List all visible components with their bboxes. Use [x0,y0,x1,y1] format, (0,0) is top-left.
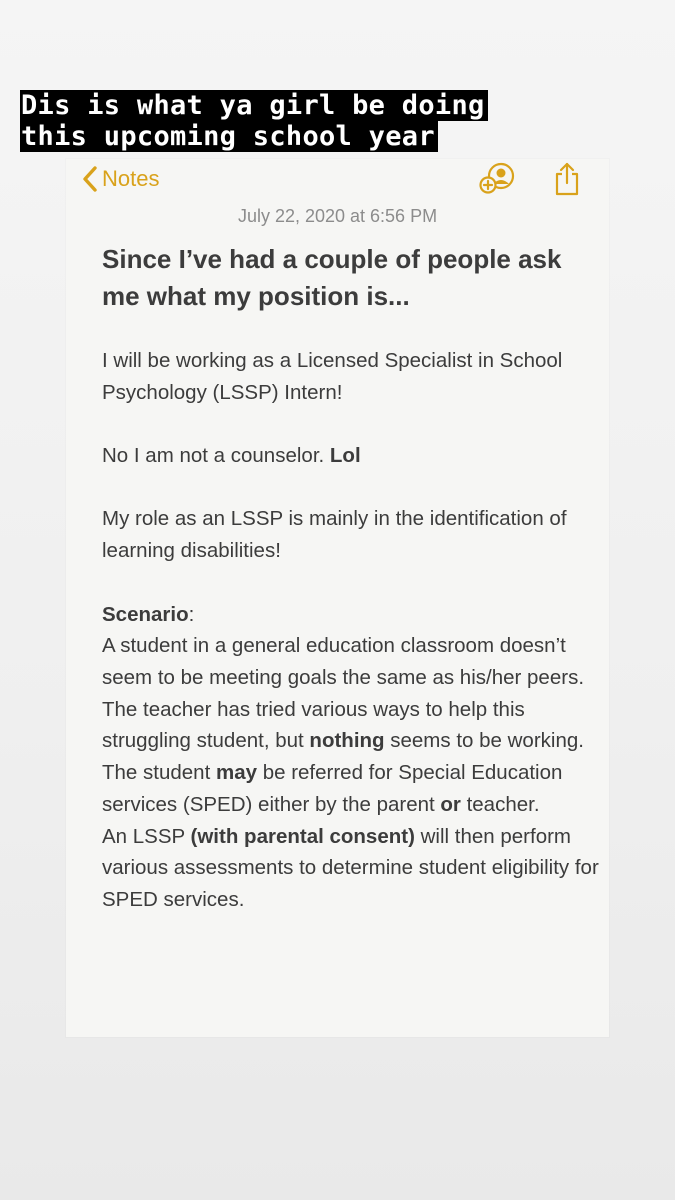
chevron-left-icon [82,165,98,193]
paragraph-not-counselor [102,440,602,472]
not-counselor-text: No I am not a counselor. [102,444,330,468]
s4-bold: (with parental consent) [190,824,415,848]
caption-line-2: this upcoming school year [20,121,438,152]
s2-part-b: seems to be working. [384,729,584,753]
scenario-sentence-3 [102,757,602,820]
scenario-sentence-4 [102,821,602,916]
story-caption [20,90,620,152]
back-label: Notes [102,166,160,191]
caption-line-1: Dis is what ya girl be doing [20,90,488,121]
s2-part-a: The teacher has tried various ways to help this struggling student, but [102,697,525,753]
scenario-colon: : [188,602,195,626]
note-title: Since I’ve had a couple of people ask me what my position is... [102,244,562,311]
s4-part-b: will then perform various assessments to determine student eligibility for SPED services. [102,824,599,911]
back-to-notes-button[interactable] [82,164,159,194]
s3-part-b: be referred for Special Education services (SPED) either by the parent [102,761,563,816]
note-body[interactable] [102,345,602,916]
note-date: July 22, 2020 at 6:56 PM [237,206,438,226]
scenario-sentence-1: A student in a general education classroom doesn’t seem to be meeting goals the same as his/her peers. [102,634,585,689]
share-icon [552,161,582,197]
paragraph-role: My role as an LSSP is mainly in the identification of learning disabilities! [102,507,567,563]
scenario-sentence-2 [102,694,602,757]
s4-part-a: An LSSP [102,824,191,848]
s3-part-a: The student [102,761,216,785]
note-card [66,159,609,1037]
scenario-heading [102,599,602,631]
add-person-button[interactable] [478,161,516,195]
s3-bold-1: may [215,761,257,785]
share-button[interactable] [552,161,582,197]
scenario-label: Scenario [102,602,189,626]
notes-toolbar [66,159,609,203]
s2-bold: nothing [309,729,385,753]
paragraph-position: I will be working as a Licensed Specialist in School Psychology (LSSP) Intern! [102,349,563,404]
lol-text: Lol [329,444,361,468]
add-person-icon [478,161,516,195]
s3-part-c: teacher. [460,792,540,816]
s3-bold-2: or [440,792,461,816]
